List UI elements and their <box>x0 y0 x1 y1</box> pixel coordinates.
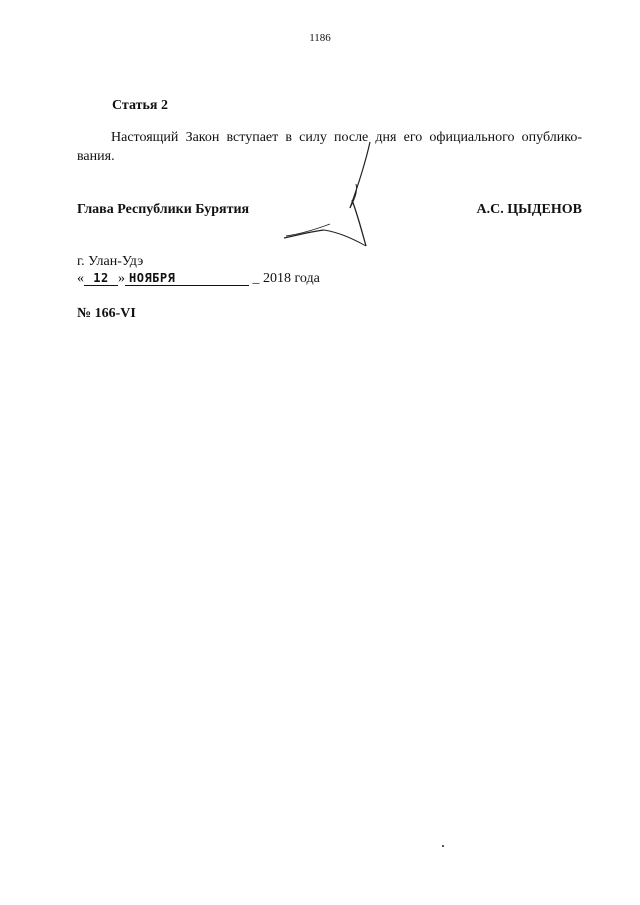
article-heading: Статья 2 <box>112 98 168 113</box>
article-text: Настоящий Закон вступает в силу после дня его официального опублико-вания. <box>77 130 582 164</box>
signer-name: А.С. ЦЫДЕНОВ <box>476 202 582 217</box>
scan-speck <box>442 845 444 847</box>
handwritten-signature <box>278 140 388 252</box>
signer-title: Глава Республики Бурятия <box>77 202 250 217</box>
date-close-quote: » <box>118 271 125 286</box>
date-month: НОЯБРЯ <box>125 271 249 286</box>
page-number: 1186 <box>309 32 331 44</box>
date-year: _ 2018 года <box>252 271 320 286</box>
date-line <box>77 271 320 287</box>
law-number: № 166-VI <box>77 306 136 321</box>
place: г. Улан-Удэ <box>77 254 144 269</box>
date-day: 12 <box>84 271 118 286</box>
date-open-quote: « <box>77 271 84 286</box>
